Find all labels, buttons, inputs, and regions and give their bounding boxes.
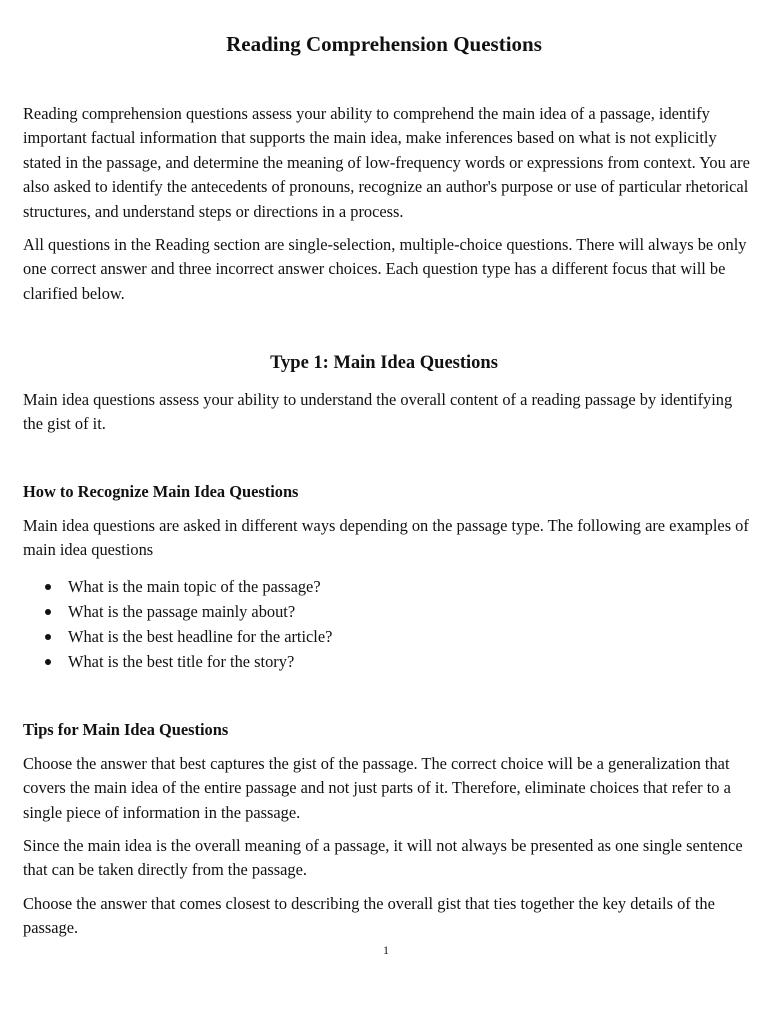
list-item: [23, 649, 723, 674]
list-item-text: What is the passage mainly about?: [68, 602, 296, 621]
tips-paragraph-3: Choose the answer that comes closest to describing the overall gist that ties together the key details of the passage.: [23, 894, 715, 938]
intro-paragraph-2: All questions in the Reading section are single-selection, multiple-choice questions. There will always be only one correct answer and three incorrect answer choices. Each question type has a different focus that will be clarified below.: [23, 235, 747, 303]
recognize-heading: How to Recognize Main Idea Questions: [23, 482, 299, 501]
bullet-icon: [45, 634, 51, 640]
page-title: Reading Comprehension Questions: [226, 32, 542, 56]
list-item: [23, 599, 723, 624]
bullet-icon: [45, 609, 51, 615]
tips-paragraph-2: Since the main idea is the overall meaning of a passage, it will not always be presented as one single sentence that can be taken directly from the passage.: [23, 836, 743, 880]
list-item: [23, 624, 723, 649]
intro-paragraph-1: Reading comprehension questions assess your ability to comprehend the main idea of a passage, identify important factual information that supports the main idea, make inferences based on what is not explicitly stated in the passage, and determine the meaning of low-frequency words or expressions from context. You are also asked to identify the antecedents of pronouns, recognize an author's purpose or use of particular rhetorical structures, and understand steps or directions in a process.: [23, 104, 750, 221]
bullet-icon: [45, 659, 51, 665]
list-item-text: What is the best headline for the article?: [68, 627, 333, 646]
tips-paragraph-1: Choose the answer that best captures the gist of the passage. The correct choice will be a generalization that covers the main idea of the entire passage and not just parts of it. Therefore, eliminate choices that refer to a single piece of information in the passage.: [23, 754, 731, 822]
type1-description: Main idea questions assess your ability to understand the overall content of a reading passage by identifying the gist of it.: [23, 390, 733, 434]
page-number: 1: [383, 943, 389, 957]
list-item-text: What is the best title for the story?: [68, 652, 295, 671]
list-item: [23, 574, 723, 599]
example-questions-list: [23, 574, 723, 674]
recognize-paragraph: Main idea questions are asked in different ways depending on the passage type. The following are examples of main idea questions: [23, 516, 749, 560]
list-item-text: What is the main topic of the passage?: [68, 577, 321, 596]
tips-heading: Tips for Main Idea Questions: [23, 720, 229, 739]
bullet-icon: [45, 584, 51, 590]
section-heading-type1: Type 1: Main Idea Questions: [270, 353, 498, 373]
